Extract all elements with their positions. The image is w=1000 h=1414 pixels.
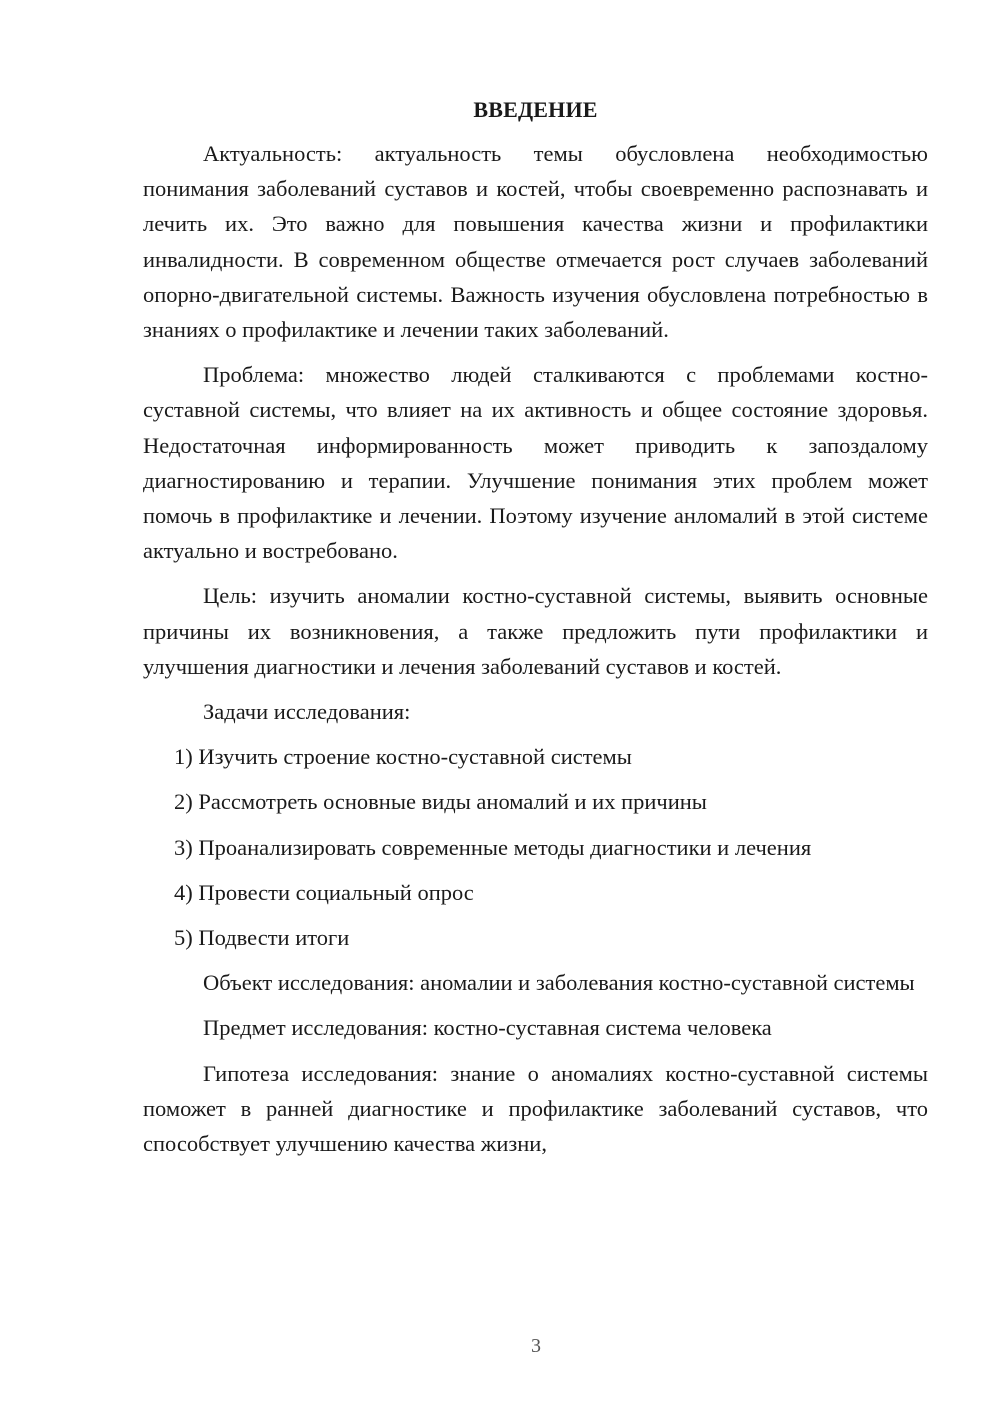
task-item-2: 2) Рассмотреть основные виды аномалий и их причины: [174, 789, 707, 815]
section-title: ВВЕДЕНИЕ: [473, 97, 598, 122]
goal-paragraph: Цель: изучить аномалии костно-суставной системы, выявить основные причины их возникновения, а также предложить пути профилактики и улучшения диагностики и лечения заболеваний суставов и костей.: [143, 583, 928, 679]
task-item-1: 1) Изучить строение костно-суставной системы: [174, 744, 632, 770]
subject-paragraph: Предмет исследования: костно-суставная система человека: [203, 1015, 772, 1041]
hypothesis-paragraph: Гипотеза исследования: знание о аномалиях костно-суставной системы поможет в ранней диагностике и профилактике заболеваний суставов, что способствует улучшению качества жизни,: [143, 1060, 928, 1157]
relevance-paragraph: Актуальность: актуальность темы обусловлена необходимостью понимания заболеваний суставов и костей, чтобы своевременно распознавать и лечить их. Это важно для повышения качества жизни и профилактики инвалидности. В современном обществе отмечается рост случаев заболеваний опорно-двигательной системы. Важность изучения обусловлена потребностью в знаниях о профилактике и лечении таких заболеваний.: [143, 141, 928, 343]
tasks-heading: Задачи исследования:: [203, 699, 411, 725]
task-item-5: 5) Подвести итоги: [174, 925, 350, 951]
tasks-list: [143, 739, 928, 955]
problem-paragraph: Проблема: множество людей сталкиваются с проблемами костно-суставной системы, что влияет на их активность и общее состояние здоровья. Недостаточная информированность может приводить к запоздалому диагностированию и терапии. Улучшение понимания этих проблем может помочь в профилактике и лечении. Поэтому изучение анломалий в этой системе актуально и востребовано.: [143, 362, 928, 564]
task-item-4: 4) Провести социальный опрос: [174, 879, 474, 905]
page-number: 3: [531, 1335, 541, 1357]
document-page: [143, 90, 928, 1171]
object-paragraph: Объект исследования: аномалии и заболевания костно-суставной системы: [203, 970, 915, 996]
task-item-3: 3) Проанализировать современные методы диагностики и лечения: [174, 834, 812, 860]
